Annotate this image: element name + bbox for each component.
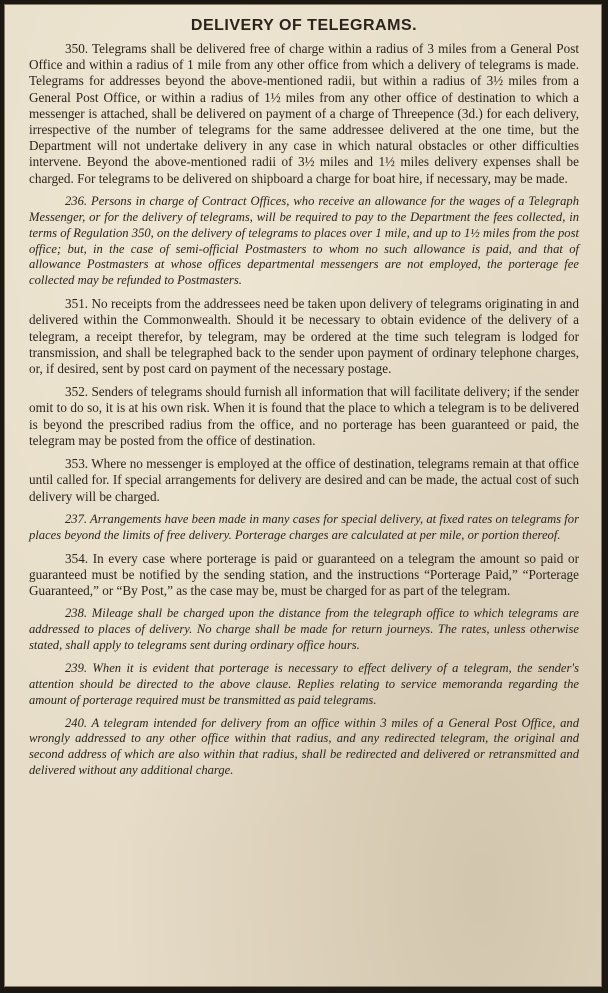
instruction-237: 237. Arrangements have been made in many cases for special delivery, at fixed rates on telegrams for places beyond the limits of free delivery. Porterage charges are calculated at per mile, or portion thereof.	[29, 511, 579, 542]
instruction-239: 239. When it is evident that porterage is necessary to effect delivery of a telegram, the sender's attention should be directed to the above clause. Replies relating to service memoranda regarding the amount of porterage required must be transmitted as paid telegrams.	[29, 660, 579, 707]
instruction-240: 240. A telegram intended for delivery from an office within 3 miles of a General Post Office, and wrongly addressed to any other office within that radius, and any redirected telegram, the original and second address of which are also within that radius, shall be redirected and delivered or retransmitted and delivered without any additional charge.	[29, 715, 579, 778]
document-page	[4, 4, 602, 987]
regulation-350: 350. Telegrams shall be delivered free of charge within a radius of 3 miles from a General Post Office and within a radius of 1 mile from any other office from which a delivery of telegrams is made. Telegrams for addresses beyond the above-mentioned radii, but within a radius of 3½ miles from a General Post Office, or within a radius of 1½ miles from any other office of destination to which a messenger is attached, shall be delivered on payment of a charge of Threepence (3d.) for each delivery, irrespective of the number of telegrams for the same addressee delivered at the one time, but the Department will not undertake delivery in any case in which natural obstacles or other difficulties intervene. Beyond the above-mentioned radii of 3½ miles and 1½ miles delivery expenses shall be charged. For telegrams to be delivered on shipboard a charge for boat hire, if necessary, may be made.	[29, 41, 579, 186]
regulation-354: 354. In every case where porterage is paid or guaranteed on a telegram the amount so paid or guaranteed must be notified by the sending station, and the instructions “Porterage Paid,” “Porterage Guaranteed,” or “By Post,” as the case may be, must be charged for as part of the telegram.	[29, 550, 579, 598]
instruction-236: 236. Persons in charge of Contract Offices, who receive an allowance for the wages of a Telegraph Messenger, or for the delivery of telegrams, will be required to pay to the Department the fees collected, in terms of Regulation 350, on the delivery of telegrams to places over 1 mile, and up to 1½ miles from the post office; but, in the case of semi-official Postmasters to whom no such allowance is paid, and that of allowance Postmasters at whose offices departmental messengers are not employed, the porterage fee collected may be refunded to Postmasters.	[29, 193, 579, 288]
regulation-353: 353. Where no messenger is employed at the office of destination, telegrams remain at that office until called for. If special arrangements for delivery are desired and can be made, the actual cost of such delivery will be charged.	[29, 456, 579, 504]
regulation-351: 351. No receipts from the addressees need be taken upon delivery of telegrams originating in and delivered within the Commonwealth. Should it be necessary to obtain evidence of the delivery of a telegram, a receipt therefor, by telegram, may be ordered at the time such telegram is lodged for transmission, and shall be telegraphed back to the sender upon payment of ordinary telephone charges, or, if desired, sent by post card on payment of the necessary postage.	[29, 296, 579, 377]
instruction-238: 238. Mileage shall be charged upon the distance from the telegraph office to which telegrams are addressed to places of delivery. No charge shall be made for return journeys. The rates, unless otherwise stated, shall apply to telegrams sent during ordinary office hours.	[29, 606, 579, 652]
page-title: DELIVERY OF TELEGRAMS.	[190, 17, 418, 34]
regulation-352: 352. Senders of telegrams should furnish all information that will facilitate delivery; if the sender omit to do so, it is at his own risk. When it is found that the place to which a telegram is to be delivered is beyond the prescribed radius from the office, and no porterage has been guaranteed or paid, the telegram may be posted from the office of destination.	[29, 384, 579, 448]
